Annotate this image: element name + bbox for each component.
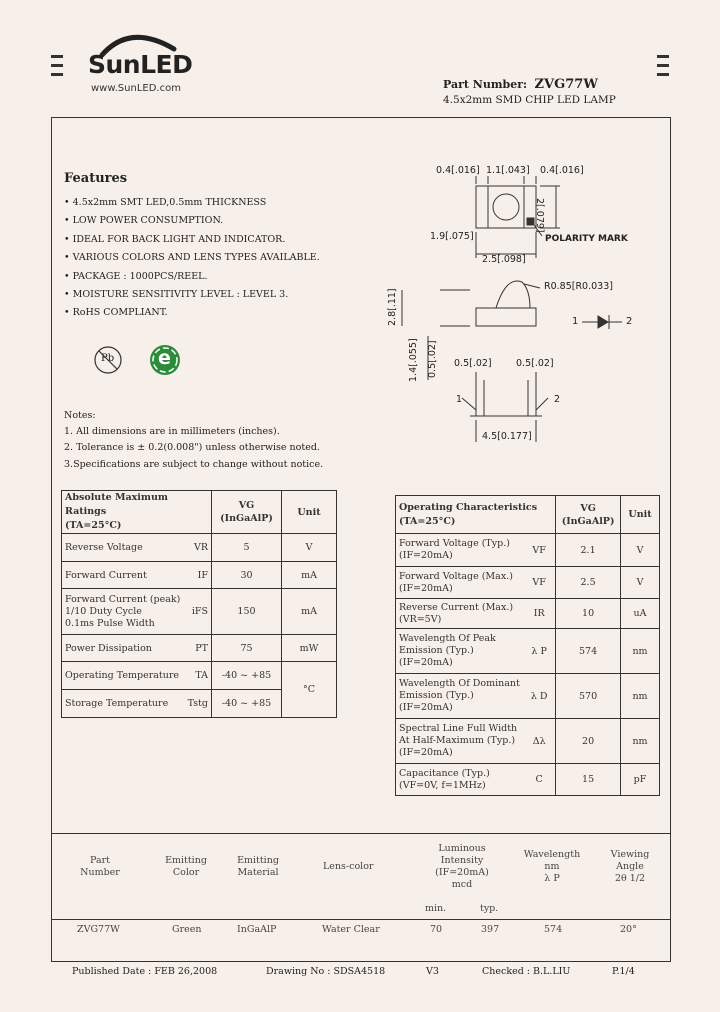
selection-header-rule [51,919,671,920]
sel-row-lens: Water Clear [322,924,380,935]
footer-drawing-no: Drawing No : SDSA4518 [266,966,386,977]
sel-row-viewing: 20° [620,924,637,935]
abs-max-title: Absolute Maximum Ratings [65,492,168,517]
dim-foot-left: 0.5[.02] [454,358,492,369]
op-char-title: Operating Characteristics [399,501,538,513]
table-row: Operating Temperature TA -40 ~ +85 °C [62,662,337,690]
features-title: Features [64,171,128,186]
note-item: 1. All dimensions are in millimeters (inches). [64,426,280,438]
op-char-col-vg-sub: (InGaAlP) [561,515,615,527]
website-url[interactable]: www.SunLED.com [91,83,181,94]
part-number: ZVG77W [534,77,598,92]
sel-row-typ: 397 [481,924,500,935]
sel-row-wavelength: 574 [544,924,563,935]
feature-item: • MOISTURE SENSITIVITY LEVEL : LEVEL 3. [64,289,289,301]
sel-row-min: 70 [430,924,443,935]
table-row: Storage Temperature Tstg -40 ~ +85 [62,690,337,718]
table-row: Capacitance (Typ.) (VF=0V, f=1MHz) C 15 pF [396,764,660,796]
dim-length: 4.5[0.177] [482,431,532,442]
pb-free-icon-text: Pb [101,353,115,364]
feature-item: • RoHS COMPLIANT. [64,307,168,319]
sel-header-material: Emitting Material [237,855,279,878]
dim-radius: R0.85[R0.033] [544,281,613,292]
sel-header-lens: Lens-color [323,861,374,872]
op-char-col-vg: VG [580,502,596,514]
table-row: Reverse Current (Max.) (VR=5V) IR 10 uA [396,599,660,629]
dim-width: 2.5[.098] [482,254,526,265]
part-number-label: Part Number: [443,78,528,91]
diode-anode-label: 1 [572,316,579,327]
feature-item: • PACKAGE : 1000PCS/REEL. [64,270,208,282]
sel-header-wavelength: Wavelength nm λ P [523,849,581,884]
table-row: Wavelength Of Dominant Emission (Typ.) (IF=20mA) λ D 570 nm [396,674,660,719]
sel-header-color: Emitting Color [165,855,207,878]
abs-max-col-vg: VG [238,500,255,511]
table-row: iFS Forward Current (peak) 1/10 Duty Cycle 0.1ms Pulse Width 150 mA [62,589,337,635]
sunled-logo: SunLED [88,50,193,79]
footer-version: V3 [426,966,439,977]
dim-lens-height: 1.4[.055] [408,338,419,382]
dim-right-vertical: 2[.079] [534,198,545,233]
table-row: Forward Voltage (Typ.) (IF=20mA) VF 2.1 V [396,534,660,567]
polarity-mark-label: POLARITY MARK [545,234,628,244]
pin-2-label: 2 [554,394,561,405]
table-row: Forward Current IF 30 mA [62,562,337,589]
note-item: 2. Tolerance is ± 0.2(0.008") unless otherwise noted. [64,442,320,454]
sel-header-typ: typ. [480,903,499,914]
abs-max-subtitle: (TA=25°C) [65,520,122,531]
dim-foot-right: 0.5[.02] [516,358,554,369]
op-char-subtitle: (TA=25°C) [399,515,456,527]
feature-item: • VARIOUS COLORS AND LENS TYPES AVAILABLE. [64,252,320,264]
operating-characteristics-table [395,495,660,796]
sel-header-luminous: Luminous Intensity (IF=20mA) mcd [435,843,489,890]
feature-item: • 4.5x2mm SMT LED,0.5mm THICKNESS [64,197,267,208]
product-description: 4.5x2mm SMD CHIP LED LAMP [443,94,616,106]
notes-title: Notes: [64,410,96,421]
diode-cathode-label: 2 [626,316,633,327]
dim-top-mid: 1.1[.043] [486,165,530,176]
footer-published-date: Published Date : FEB 26,2008 [72,966,218,977]
feature-item: • LOW POWER CONSUMPTION. [64,215,224,227]
rohs-e-icon-text: e [158,347,171,369]
dim-top-left: 0.4[.016] [436,165,480,176]
selection-top-rule [51,833,671,834]
package-dimension-drawing [0,0,720,460]
pin-1-label: 1 [456,394,463,405]
sel-row-material: InGaAlP [237,924,277,935]
table-row: Reverse Voltage VR 5 V [62,534,337,562]
sel-row-color: Green [172,924,202,935]
sel-row-part: ZVG77W [77,924,120,935]
dim-top-right: 0.4[.016] [540,165,584,176]
abs-max-col-unit: Unit [282,491,337,534]
feature-item: • IDEAL FOR BACK LIGHT AND INDICATOR. [64,233,286,245]
dim-height: 2.8[.11] [387,288,398,326]
abs-max-col-vg-sub: (InGaAlP) [220,513,273,524]
absolute-maximum-ratings-table [61,490,337,718]
table-row: Wavelength Of Peak Emission (Typ.) (IF=20mA) λ P 574 nm [396,629,660,674]
op-char-col-unit: Unit [621,496,660,534]
dim-base-height: 0.5[.02] [427,340,438,378]
sel-header-min: min. [425,903,447,914]
footer-checked: Checked : B.L.LIU [482,966,571,977]
table-row: Power Dissipation PT 75 mW [62,635,337,662]
table-row: Spectral Line Full Width At Half-Maximum (Typ.) (IF=20mA) Δλ 20 nm [396,719,660,764]
note-item: 3.Specifications are subject to change without notice. [64,458,324,470]
dim-left: 1.9[.075] [430,231,474,242]
sel-header-part: Part Number [80,855,120,878]
table-row: Forward Voltage (Max.) (IF=20mA) VF 2.5 V [396,567,660,599]
sel-header-viewing: Viewing Angle 2θ 1/2 [610,849,650,884]
footer-page: P.1/4 [612,966,635,977]
